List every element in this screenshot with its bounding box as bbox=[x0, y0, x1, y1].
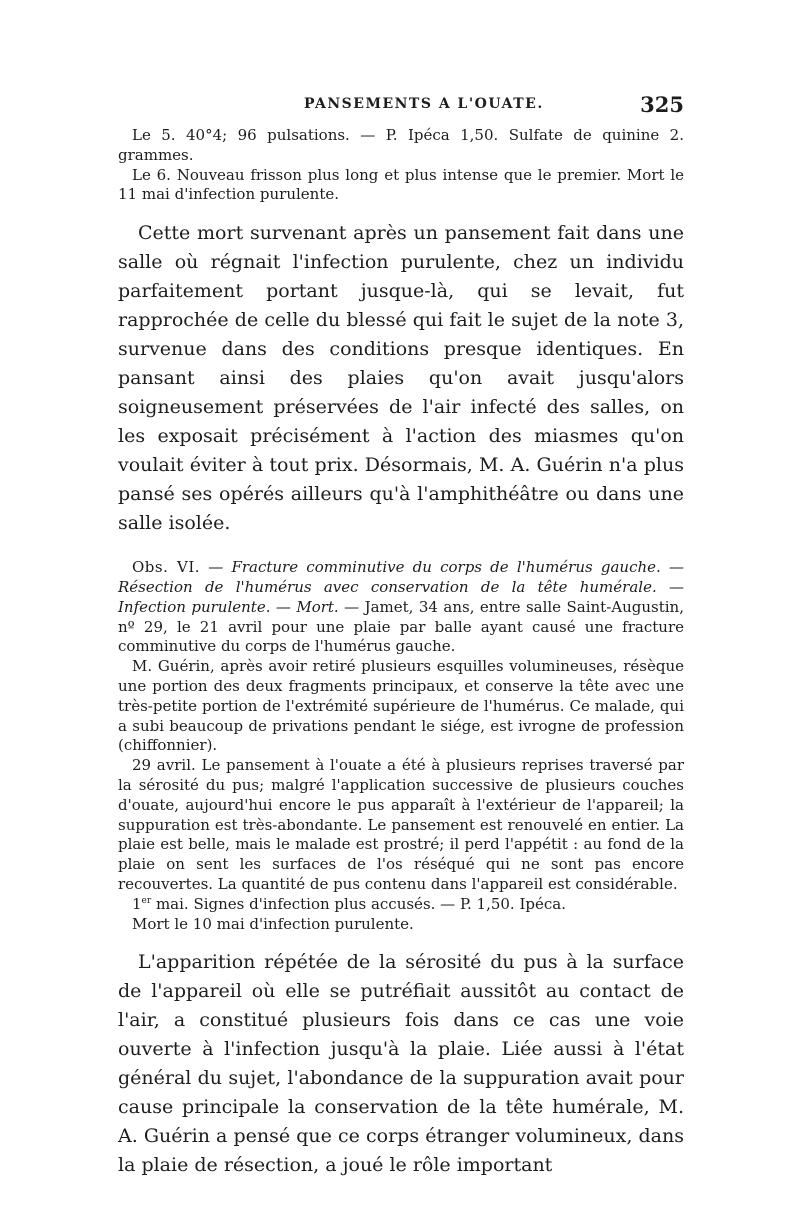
observation-paragraph-5: Mort le 10 mai d'infection purulente. bbox=[132, 914, 414, 933]
observation-paragraph-2: M. Guérin, après avoir retiré plusieurs esquilles volumineuses, résèque une portion des deux fragments principaux, et conserve la tête avec une très-petite portion de l'extrémité supérieure de l'humérus. Ce malade, qui a subi beaucoup de privations pendant le siége, est ivrogne de profession (chiffonnier). bbox=[118, 657, 684, 755]
body-paragraph-1: Cette mort survenant après un pansement fait dans une salle où régnait l'infection purulente, chez un individu parfaitement portant jusque-là, qui se levait, fut rapprochée de celle du blessé qui fait le sujet de la note 3, survenue dans des conditions presque identiques. En pansant ainsi des plaies qu'on avait jusqu'alors soigneusement préservées de l'air infecté des salles, on les exposait précisément à l'action des miasmes qu'on voulait éviter à tout prix. Désormais, M. A. Guérin n'a plus pansé ses opérés ailleurs qu'à l'amphithéâtre ou dans une salle isolée. bbox=[118, 222, 684, 535]
observation-paragraph-4 bbox=[118, 895, 684, 915]
page-header bbox=[118, 92, 684, 126]
page bbox=[118, 92, 684, 1180]
observation-heading bbox=[118, 558, 684, 657]
page-number: 325 bbox=[640, 92, 684, 117]
top-note-line-1: Le 5. 40°4; 96 pulsations. — P. Ipéca 1,50. Sulfate de quinine 2. grammes. bbox=[118, 126, 684, 164]
observation-paragraph-4-text: mai. Signes d'infection plus accusés. — P. 1,50. Ipéca. bbox=[151, 894, 566, 913]
observation-date-day: 1 bbox=[132, 894, 142, 913]
observation-block bbox=[118, 558, 684, 934]
observation-paragraph-3: 29 avril. Le pansement à l'ouate a été à plusieurs reprises traversé par la sérosité du pus; malgré l'application successive de plusieurs couches d'ouate, aujourd'hui encore le pus apparaît à l'extérieur de l'appareil; la suppuration est très-abondante. Le pansement est renouvelé en entier. La plaie est belle, mais le malade est prostré; il perd l'appétit : au fond de la plaie on sent les surfaces de l'os réséqué qui ne sont pas encore recouvertes. La quantité de pus contenu dans l'appareil est considérable. bbox=[118, 756, 684, 893]
observation-label: Obs. VI. bbox=[132, 558, 201, 577]
observation-title: — Fracture comminutive du corps de l'humérus gauche. — Résection de l'humérus avec conservation de la tête humérale. — Infection purulente. — Mort. bbox=[118, 558, 684, 616]
observation-intro: — Jamet, 34 ans, entre salle Saint-Augustin, nº 29, le 21 avril pour une plaie par balle ayant causé une fracture comminutive du corps de l'humérus gauche. bbox=[118, 597, 684, 656]
observation-date-sup: er bbox=[141, 895, 152, 906]
running-title: PANSEMENTS A L'OUATE. bbox=[304, 96, 544, 112]
top-note-line-2: Le 6. Nouveau frisson plus long et plus intense que le premier. Mort le 11 mai d'infection purulente. bbox=[118, 165, 684, 204]
body-paragraph-2: L'apparition répétée de la sérosité du pus à la surface de l'appareil où elle se putréfiait aussitôt au contact de l'air, a constitué plusieurs fois dans ce cas une voie ouverte à l'infection jusqu'à la plaie. Liée aussi à l'état général du sujet, l'abondance de la suppuration avait pour cause principale la conservation de la tête humérale, M. A. Guérin a pensé que ce corps étranger volumineux, dans la plaie de résection, a joué le rôle important bbox=[118, 951, 684, 1177]
